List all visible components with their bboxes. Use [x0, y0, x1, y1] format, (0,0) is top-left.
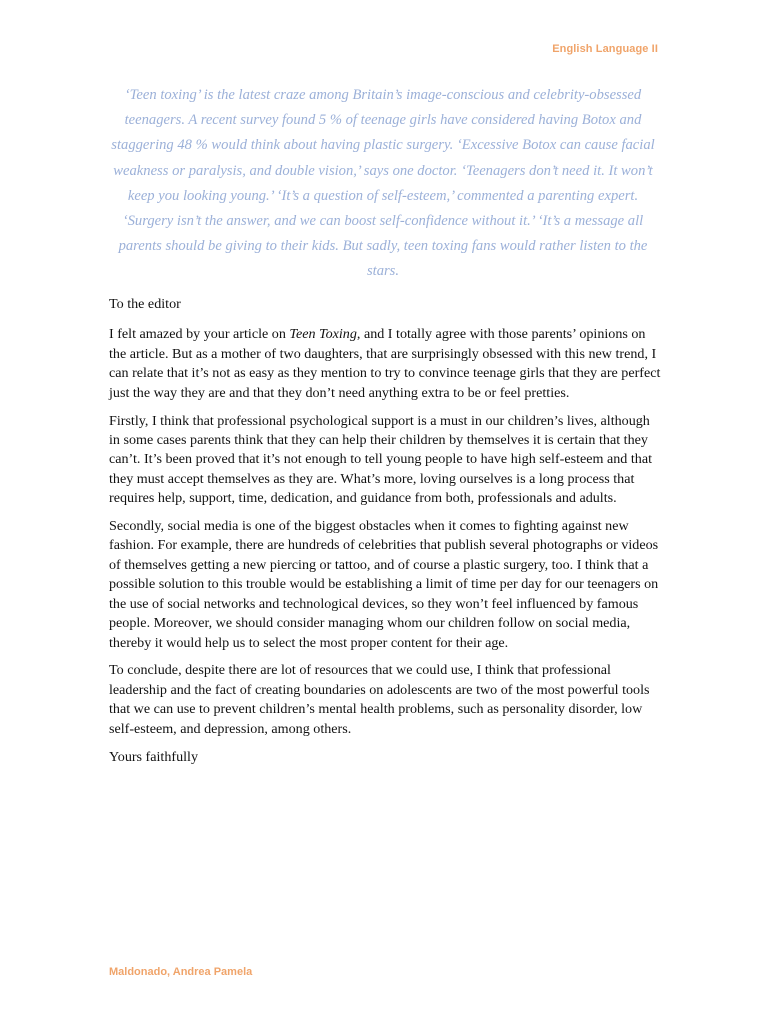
letter-body — [109, 295, 661, 775]
letter-intro-paragraph — [109, 325, 661, 403]
letter-closing: Yours faithfully — [109, 748, 199, 765]
page-header-course: English Language II — [552, 43, 658, 55]
page-footer-author: Maldonado, Andrea Pamela — [109, 966, 253, 978]
article-quote: ‘Teen toxing’ is the latest craze among Britain’s image-conscious and celebrity-obsessed teenagers. A recent survey found 5 % of teenage girls have considered having Botox and staggering 48 % would think about having plastic surgery. ‘Excessive Botox can cause facial weakness or paralysis, and double vision,’ says one doctor. ‘Teenagers don’t need it. It won’t keep you looking young.’ ‘It’s a question of self-esteem,’ commented a parenting expert. ‘Surgery isn’t the answer, and we can boost self-confidence without it.’ ‘It’s a message all parents should be giving to their kids. But sadly, teen toxing fans would rather listen to the stars. — [111, 87, 655, 280]
intro-text-end: , and I totally agree with those parents’ opinions on the article. But as a mother of two daughters, that are surprisingly obsessed with this new trend, I can relate that it’s not as easy as they mention to try to convince teenage girls that they are perfect just the way they are and that they don’t need anything extra to be or feel pretties. — [109, 326, 661, 401]
letter-paragraph-conclusion: To conclude, despite there are lot of resources that we could use, I think that professional leadership and the fact of creating boundaries on adolescents are two of the most powerful tools that we can use to prevent children’s mental health problems, such as personality disorder, low self-esteem, and depression, among others. — [109, 662, 650, 737]
letter-paragraph-secondly: Secondly, social media is one of the biggest obstacles when it comes to fighting against new fashion. For example, there are hundreds of celebrities that publish several photographs or videos of themselves getting a new piercing or tattoo, and of course a plastic surgery, too. I think that a possible solution to this trouble would be establishing a limit of time per day for our teenagers on the use of social networks and technological devices, so they won’t feel influenced by famous people. Moreover, we should consider managing whom our children follow on social media, thereby it would help us to select the most proper content for their age. — [109, 518, 659, 651]
article-title-emphasis: Teen Toxing — [289, 326, 357, 343]
letter-paragraph-firstly: Firstly, I think that professional psychological support is a must in our children’s lives, although in some cases parents think that they can help their children by themselves it is certain that they can’t. It’s been proved that it’s not enough to tell young people to have high self-esteem and that they must accept themselves as they are. What’s more, loving ourselves is a long process that requires help, support, time, dedication, and guidance from both, professionals and adults. — [109, 412, 652, 507]
letter-salutation: To the editor — [109, 296, 181, 312]
intro-text-start: I felt amazed by your article on — [109, 326, 290, 343]
